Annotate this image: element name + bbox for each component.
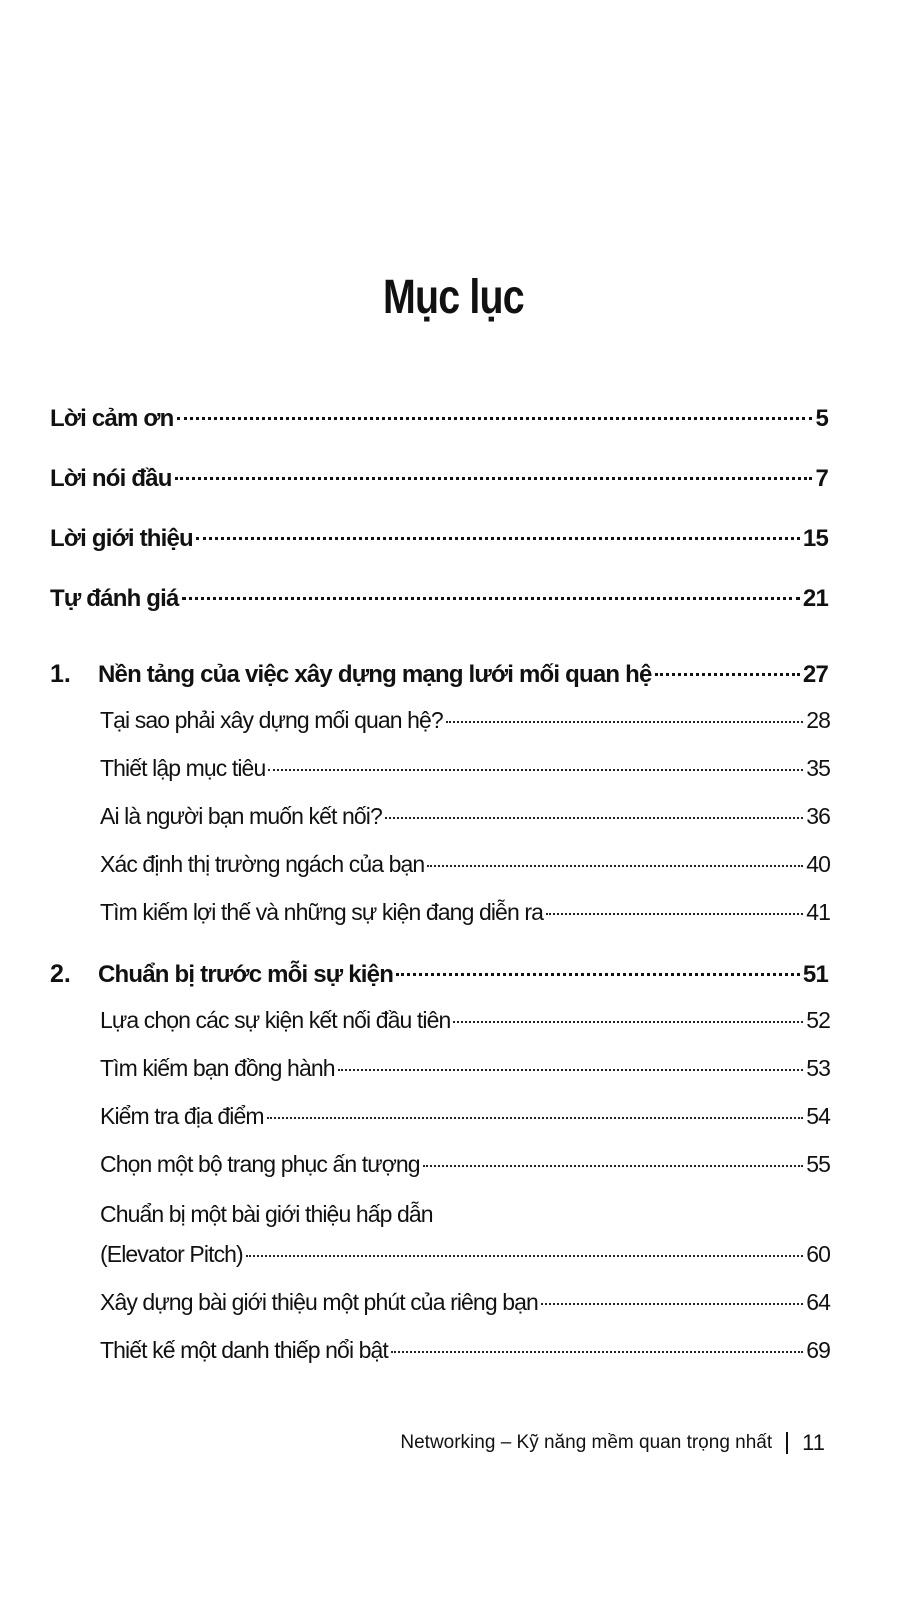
toc-entry-self-assessment[interactable] [50, 585, 828, 613]
toc-entry-preface[interactable] [50, 465, 828, 493]
dot-leader [175, 477, 813, 480]
toc-entry-label: Xây dựng bài giới thiệu một phút của riêng bạn [100, 1289, 538, 1315]
toc-section[interactable] [100, 1103, 830, 1130]
toc-entry-label: Nền tảng của việc xây dựng mạng lưới mối quan hệ [98, 661, 652, 688]
dot-leader [427, 865, 803, 867]
toc-page-number: 54 [806, 1103, 830, 1129]
dot-leader [182, 597, 800, 600]
dot-leader [655, 673, 800, 676]
toc-entry-label: Tìm kiếm lợi thế và những sự kiện đang diễn ra [100, 899, 543, 925]
toc-section[interactable] [100, 755, 830, 782]
dot-leader [396, 973, 800, 976]
dot-leader [546, 913, 803, 915]
dot-leader [268, 769, 803, 771]
toc-page-number: 60 [806, 1241, 830, 1267]
page-number: 11 [802, 1430, 825, 1455]
dot-leader [391, 1351, 803, 1353]
toc-page-number: 27 [802, 661, 828, 688]
toc-page-number: 36 [806, 803, 830, 829]
toc-section[interactable] [100, 803, 830, 830]
toc-section[interactable] [100, 1241, 830, 1268]
toc-page-number: 7 [815, 465, 828, 492]
toc-section[interactable] [100, 851, 830, 878]
dot-leader [267, 1117, 804, 1119]
toc-page-number: 64 [806, 1289, 830, 1315]
chapter-number: 1. [50, 660, 71, 688]
toc-entry-label: Lời nói đầu [50, 465, 172, 492]
toc-page-number: 40 [806, 851, 830, 877]
toc-page-number: 35 [806, 755, 830, 781]
toc-page-number: 15 [802, 525, 828, 552]
dot-leader [177, 417, 813, 420]
toc-page-number: 28 [806, 707, 830, 733]
toc-section[interactable] [100, 1151, 830, 1178]
toc-entry-label: Thiết kế một danh thiếp nổi bật [100, 1337, 388, 1363]
toc-entry-label: Xác định thị trường ngách của bạn [100, 851, 425, 877]
toc-section[interactable] [100, 1007, 830, 1034]
toc-entry-label: Tìm kiếm bạn đồng hành [100, 1055, 335, 1081]
dot-leader [446, 721, 803, 723]
dot-leader [246, 1255, 803, 1257]
dot-leader [385, 817, 803, 819]
toc-entry-label: Ai là người bạn muốn kết nối? [100, 803, 382, 829]
toc-section[interactable] [100, 1337, 830, 1364]
toc-page-number: 52 [806, 1007, 830, 1033]
toc-page-number: 51 [802, 961, 828, 988]
toc-entry-label: Thiết lập mục tiêu [100, 755, 266, 781]
running-footer-title: Networking – Kỹ năng mềm quan trọng nhất [400, 1432, 773, 1453]
toc-entry-label: Chuẩn bị trước mỗi sự kiện [98, 961, 394, 988]
toc-entry-label: Kiểm tra địa điểm [100, 1103, 264, 1129]
toc-entry-introduction[interactable] [50, 525, 828, 553]
toc-entry-label: Lựa chọn các sự kiện kết nối đầu tiên [100, 1007, 451, 1033]
toc-entry-label: Tại sao phải xây dựng mối quan hệ? [100, 707, 443, 733]
dot-leader [423, 1165, 804, 1167]
toc-section[interactable] [100, 1289, 830, 1316]
toc-section[interactable] [100, 1055, 830, 1082]
dot-leader [338, 1069, 804, 1071]
toc-page-number: 55 [806, 1151, 830, 1177]
dot-leader [453, 1021, 803, 1023]
page-title: Mục lục [383, 271, 524, 324]
chapter-number: 2. [50, 960, 71, 988]
toc-page-number: 41 [806, 899, 830, 925]
toc-page-number: 5 [815, 405, 828, 432]
toc-page-number: 21 [802, 585, 828, 612]
toc-entry-acknowledgements[interactable] [50, 405, 828, 433]
dot-leader [196, 537, 800, 540]
toc-chapter-1[interactable] [50, 660, 828, 689]
toc-entry-label: Lời giới thiệu [50, 525, 193, 552]
toc-page-number: 69 [806, 1337, 830, 1363]
footer-divider [786, 1432, 788, 1454]
toc-section[interactable] [100, 707, 830, 734]
toc-chapter-2[interactable] [50, 960, 828, 989]
dot-leader [541, 1303, 803, 1305]
page-footer [400, 1430, 825, 1456]
toc-entry-label: Chọn một bộ trang phục ấn tượng [100, 1151, 420, 1177]
toc-entry-label: Lời cảm ơn [50, 405, 174, 432]
toc-page-number: 53 [806, 1055, 830, 1081]
toc-entry-label: Tự đánh giá [50, 585, 179, 612]
toc-entry-label: (Elevator Pitch) [100, 1241, 243, 1267]
toc-section-label-line1[interactable]: Chuẩn bị một bài giới thiệu hấp dẫn [100, 1201, 433, 1227]
toc-section[interactable] [100, 899, 830, 926]
